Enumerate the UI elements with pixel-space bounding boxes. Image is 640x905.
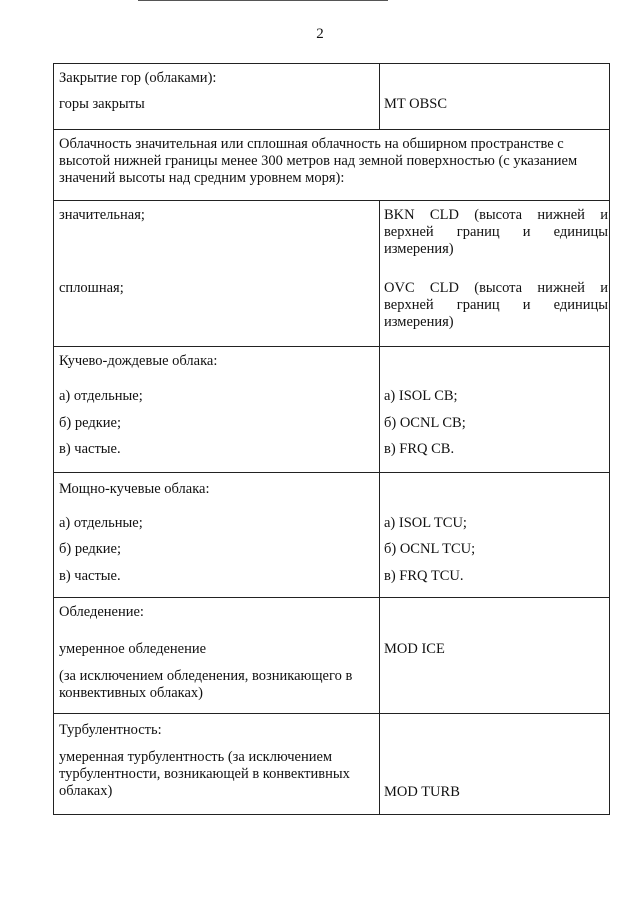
row-heading: Облачность значительная или сплошная облачность на обширном пространстве с высотой нижней границы менее 300 метров над земной поверхностью (с указанием значений высоты над средним уровнем моря):: [59, 136, 578, 186]
page-number: 2: [316, 26, 324, 42]
table-row-cumulonimbus: [53, 346, 610, 472]
row-heading: Кучево-дождевые облака:: [59, 353, 218, 369]
table-row-broken-overcast: [53, 200, 610, 346]
row-label: а) отдельные;: [59, 515, 143, 531]
row-label: а) отдельные;: [59, 388, 143, 404]
row-code: MOD ICE: [384, 641, 445, 657]
row-heading: Обледенение:: [59, 604, 144, 620]
row-code: а) ISOL CB;: [384, 388, 458, 404]
column-divider: [379, 598, 380, 713]
row-code: б) OCNL TCU;: [384, 541, 476, 557]
row-label: в) частые.: [59, 441, 121, 457]
column-divider: [379, 473, 380, 597]
column-divider: [379, 714, 380, 814]
table-row-icing: [53, 597, 610, 713]
row-heading: Мощно-кучевые облака:: [59, 481, 210, 497]
row-label: в) частые.: [59, 568, 121, 584]
top-rule: [138, 0, 388, 1]
row-code: OVC CLD (высота нижней и верхней границ и единицы измерения): [384, 280, 608, 330]
row-code: MOD TURB: [384, 784, 460, 800]
row-note: (за исключением обледенения, возникающего в конвективных облаках): [59, 668, 353, 701]
column-divider: [379, 201, 380, 346]
table-row-cloudiness-heading: [53, 129, 610, 200]
row-code: BKN CLD (высота нижней и верхней границ и единицы измерения): [384, 207, 608, 257]
row-label: горы закрыты: [59, 96, 145, 112]
row-label: умеренное обледенение: [59, 641, 207, 657]
table-row-towering-cumulus: [53, 472, 610, 597]
column-divider: [379, 64, 380, 129]
row-code: в) FRQ CB.: [384, 441, 455, 457]
table-row-mountain-obscuration: [53, 63, 610, 129]
column-divider: [379, 347, 380, 472]
row-heading: Закрытие гор (облаками):: [59, 70, 217, 86]
row-label: сплошная;: [59, 280, 124, 296]
row-code: MT OBSC: [384, 96, 447, 112]
row-label: значительная;: [59, 207, 145, 223]
row-label: б) редкие;: [59, 541, 121, 557]
row-heading: Турбулентность:: [59, 722, 162, 738]
row-label: б) редкие;: [59, 415, 121, 431]
row-code: б) OCNL CB;: [384, 415, 466, 431]
table-row-turbulence: [53, 713, 610, 815]
row-code: а) ISOL TCU;: [384, 515, 467, 531]
row-label: умеренная турбулентность (за исключением турбулентности, возникающей в конвективных облаках): [59, 749, 350, 799]
row-code: в) FRQ TCU.: [384, 568, 464, 584]
